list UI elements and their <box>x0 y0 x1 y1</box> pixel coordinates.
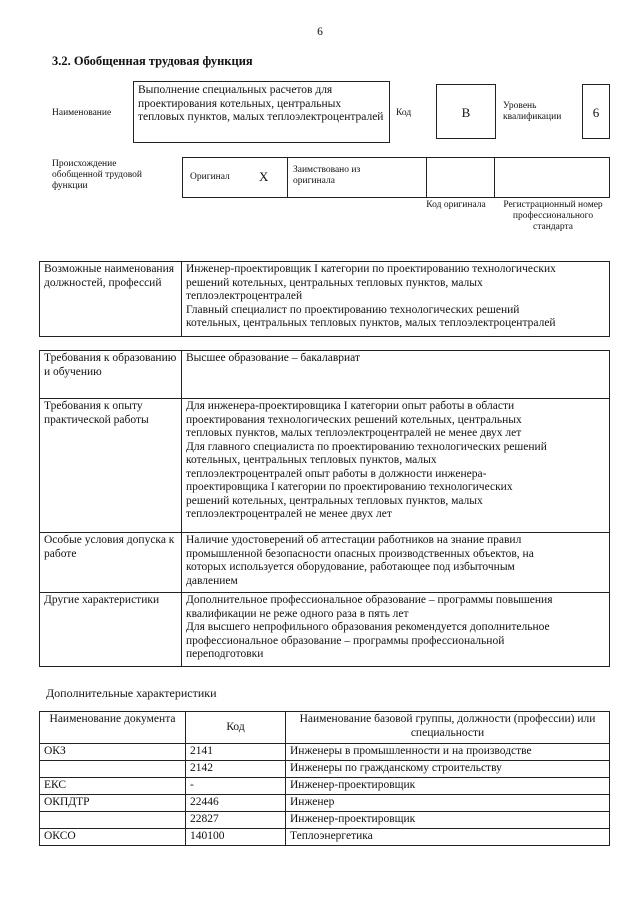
text-line: Для инженера-проектировщика I категории опыт работы в области <box>186 400 515 412</box>
doc-cell: ОКСО <box>40 829 186 846</box>
function-name-box: Выполнение специальных расчетов для проектирования котельных, центральных тепловых пунктов, малых теплоэлектроцентралей <box>133 81 390 143</box>
reg-number-caption: Регистрационный номер профессионального стандарта <box>503 200 603 232</box>
table-row <box>40 262 610 337</box>
section-title: 3.2. Обобщенная трудовая функция <box>52 54 253 68</box>
table-row <box>40 812 610 829</box>
other-value <box>182 593 610 667</box>
doc-cell: ЕКС <box>40 778 186 795</box>
text-line: Наличие удостоверений об аттестации работников на знание правил <box>186 534 522 546</box>
admission-value <box>182 533 610 593</box>
text-line: профессиональное образование – программы профессиональной <box>186 634 505 647</box>
text-line: Дополнительное профессиональное образование – программы повышения <box>186 594 553 606</box>
doc-cell <box>40 812 186 829</box>
additional-title: Дополнительные характеристики <box>46 686 217 700</box>
text-line: тепловых пунктов, малых теплоэлектроцентралей не менее двух лет <box>186 427 522 439</box>
origin-label: Происхождение обобщенной трудовой функции <box>52 159 142 191</box>
name-cell: Инженер-проектировщик <box>286 812 610 829</box>
origin-divider-1 <box>287 158 288 197</box>
name-cell: Инженеры по гражданскому строительству <box>286 761 610 778</box>
column-header-code: Код <box>186 712 286 744</box>
table-row <box>40 533 610 593</box>
table-row <box>40 795 610 812</box>
doc-cell <box>40 761 186 778</box>
origin-divider-2 <box>426 158 427 197</box>
table-row <box>40 399 610 533</box>
text-line: решений котельных, центральных тепловых пунктов, малых <box>186 276 483 289</box>
origin-table <box>182 157 610 198</box>
code-cell: 22827 <box>186 812 286 829</box>
level-value-box: 6 <box>582 84 610 139</box>
text-line: Главный специалист по проектированию технологических решений <box>186 303 520 316</box>
origin-divider-3 <box>494 158 495 197</box>
level-label: Уровень квалификации <box>503 101 562 122</box>
text-line: переподготовки <box>186 648 264 660</box>
education-label: Требования к образованию и обучению <box>40 351 182 399</box>
original-mark: X <box>259 169 269 184</box>
borrowed-label: Заимствовано из оригинала <box>293 165 361 186</box>
positions-value <box>182 262 610 337</box>
page-number: 6 <box>317 26 323 38</box>
text-line: Для главного специалиста по проектированию технологических решений <box>186 440 547 453</box>
text-line: теплоэлектроцентралей не менее двух лет <box>186 508 392 520</box>
code-value-box: B <box>436 84 496 139</box>
text-line: Высшее образование – бакалавриат <box>186 352 360 364</box>
column-header-name: Наименование базовой группы, должности (профессии) или специальности <box>286 712 610 744</box>
table-row <box>40 351 610 399</box>
education-value <box>182 351 610 399</box>
text-line: которых используется оборудование, работающее под избыточным <box>186 561 515 573</box>
code-cell: 2141 <box>186 744 286 761</box>
doc-cell: ОКЗ <box>40 744 186 761</box>
table-row <box>40 593 610 667</box>
experience-label: Требования к опыту практической работы <box>40 399 182 533</box>
text-line: котельных, центральных тепловых пунктов, малых теплоэлектроцентралей <box>186 317 556 329</box>
code-cell: 2142 <box>186 761 286 778</box>
original-label: Оригинал <box>190 172 230 182</box>
name-label: Наименование <box>52 108 112 118</box>
positions-label: Возможные наименования должностей, профессий <box>40 262 182 337</box>
requirements-table <box>39 350 610 667</box>
table-row <box>40 744 610 761</box>
code-original-caption: Код оригинала <box>426 200 486 210</box>
name-cell: Инженер <box>286 795 610 812</box>
text-line: Инженер-проектировщик I категории по проектированию технологических <box>186 263 556 275</box>
column-header-document: Наименование документа <box>40 712 186 744</box>
other-label: Другие характеристики <box>40 593 182 667</box>
code-cell: 140100 <box>186 829 286 846</box>
name-cell: Теплоэнергетика <box>286 829 610 846</box>
experience-value <box>182 399 610 533</box>
positions-table <box>39 261 610 337</box>
code-cell: 22446 <box>186 795 286 812</box>
text-line: котельных, центральных тепловых пунктов, малых <box>186 454 437 466</box>
code-cell: - <box>186 778 286 795</box>
code-label: Код <box>396 108 412 118</box>
text-line: давлением <box>186 574 238 587</box>
text-line: теплоэлектроцентралей <box>186 290 303 302</box>
name-cell: Инженер-проектировщик <box>286 778 610 795</box>
text-line: проектировщика I категории по проектированию технологических <box>186 481 513 493</box>
table-header-row <box>40 712 610 744</box>
text-line: Для высшего непрофильного образования рекомендуется дополнительное <box>186 621 550 633</box>
text-line: теплоэлектроцентралей опыт работы в должности инженера- <box>186 467 487 480</box>
text-line: решений котельных, центральных тепловых пунктов, малых <box>186 494 483 507</box>
table-row <box>40 761 610 778</box>
name-cell: Инженеры в промышленности и на производстве <box>286 744 610 761</box>
text-line: проектирования технологических решений котельных, центральных <box>186 413 522 426</box>
table-row <box>40 778 610 795</box>
table-row <box>40 829 610 846</box>
admission-label: Особые условия допуска к работе <box>40 533 182 593</box>
text-line: квалификации не реже одного раза в пять лет <box>186 607 409 620</box>
additional-table <box>39 711 610 846</box>
text-line: промышленной безопасности опасных производственных объектов, на <box>186 547 534 560</box>
doc-cell: ОКПДТР <box>40 795 186 812</box>
